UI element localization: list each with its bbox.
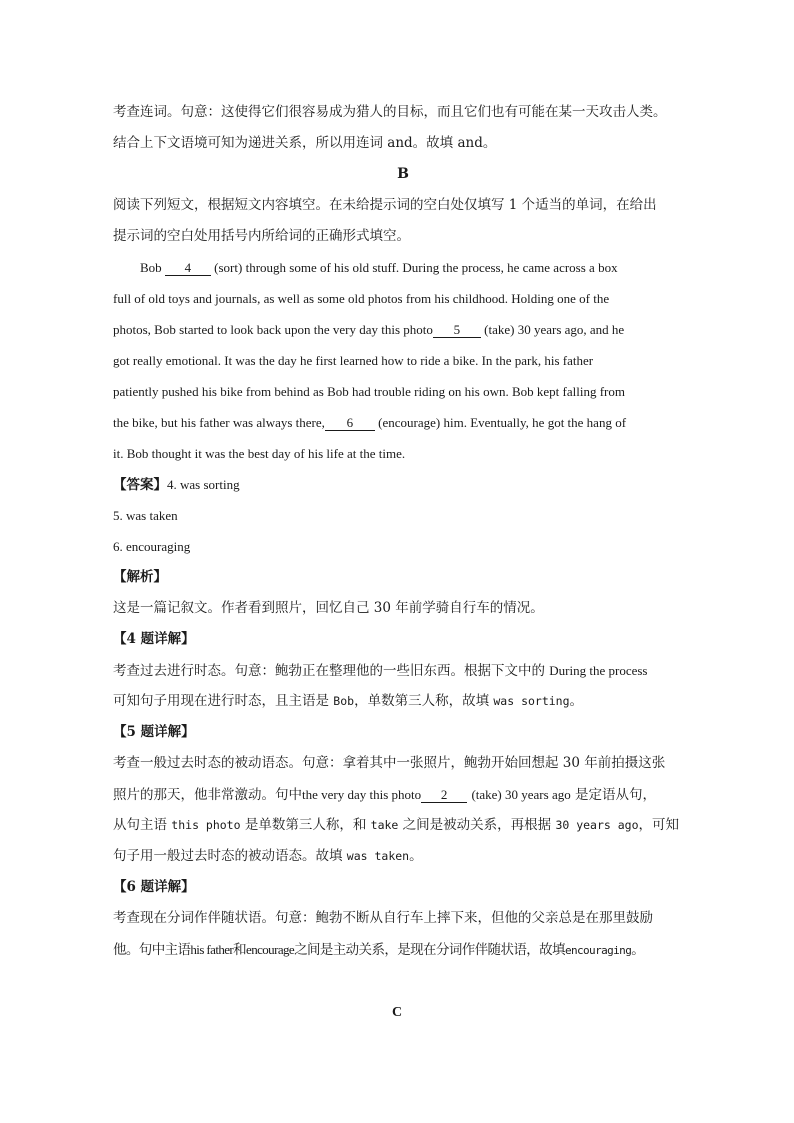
- passage-text: (take) 30 years ago, and he: [484, 322, 625, 337]
- analysis-text: 这是一篇记叙文。作者看到照片，回忆自己 30 年前学骑自行车的情况。: [113, 600, 544, 616]
- q4-text: 可知句子用现在进行时态，且主语是: [113, 693, 329, 709]
- q4-text: 。: [569, 693, 584, 709]
- passage-line-1: [113, 252, 693, 283]
- document-body: [113, 97, 693, 965]
- q5-text: 句子用一般过去时态的被动语态。故填: [113, 848, 343, 864]
- q5-code: 30 years ago: [555, 818, 639, 832]
- q5-code: take: [370, 818, 399, 832]
- answer-line: [113, 469, 693, 500]
- passage-text: Bob: [140, 260, 162, 275]
- blank-6: 6: [325, 415, 375, 431]
- q5-text: 之间是被动关系，再根据: [402, 817, 552, 833]
- q4-text: 考查过去进行时态。句意：鲍勃正在整理他的一些旧东西。根据下文中的: [113, 663, 545, 679]
- q5-line-3: [113, 810, 693, 841]
- q5-code: this photo: [171, 818, 241, 832]
- q5-line-2: [113, 779, 693, 810]
- q4-code: Bob: [333, 694, 355, 708]
- q5-text: ，可知: [638, 817, 680, 833]
- q6-text: 和: [233, 942, 247, 958]
- q5-text: 是定语从句，: [575, 787, 657, 803]
- analysis-label: 【解析】: [113, 569, 167, 585]
- q5-text: 。: [409, 848, 423, 864]
- passage-line-2: full of old toys and journals, as well as some old photos from his childhood. Holding one of the: [113, 291, 610, 306]
- q6-text: 之间是主动关系，是现在分词作伴随状语，故填: [294, 942, 565, 958]
- instruction-line-2: 提示词的空白处用括号内所给词的正确形式填空。: [113, 228, 410, 244]
- instruction-line-1: 阅读下列短文，根据短文内容填空。在未给提示词的空白处仅填写 1 个适当的单词，在给出: [113, 197, 657, 213]
- section-b-heading: B: [397, 166, 409, 182]
- q6-text: 。: [631, 942, 645, 958]
- q6-line-2: [113, 934, 693, 965]
- q5-english: the very day this photo: [302, 787, 422, 802]
- q4-english: During the process: [549, 663, 648, 678]
- q5-blank: 2: [421, 787, 467, 803]
- q6-english: his father: [190, 942, 234, 957]
- passage-line-6: [113, 407, 693, 438]
- q5-line-4: [113, 841, 693, 872]
- q5-line-1: 考查一般过去时态的被动语态。句意：拿着其中一张照片，鲍勃开始回想起 30 年前拍摄这张: [113, 755, 666, 771]
- passage-line-3: [113, 314, 693, 345]
- q6-text: 他。句中主语: [113, 942, 191, 958]
- answer-item: 5. was taken: [113, 508, 178, 523]
- q5-code: was taken: [346, 849, 410, 863]
- q4-text: ，单数第三人称，故填: [354, 693, 490, 709]
- answer-label: 【答案】: [113, 477, 167, 493]
- blank-5: 5: [433, 322, 481, 338]
- section-c-heading: C: [391, 1005, 403, 1020]
- passage-text: (encourage) him. Eventually, he got the hang of: [378, 415, 627, 430]
- passage-line-4: got really emotional. It was the day he first learned how to ride a bike. In the park, his father: [113, 353, 594, 368]
- passage-line-5: patiently pushed his bike from behind as Bob had trouble riding on his own. Bob kept falling from: [113, 384, 625, 399]
- q5-text: 从句主语: [113, 817, 167, 833]
- q5-text: 是单数第三人称，和: [244, 817, 367, 833]
- q4-line-2: [113, 686, 693, 717]
- q5-heading: 【5 题详解】: [113, 724, 195, 740]
- q6-code: encouraging: [564, 944, 632, 957]
- passage-text: (sort) through some of his old stuff. During the process, he came across a box: [214, 260, 618, 275]
- blank-4: 4: [165, 260, 211, 276]
- passage-text: the bike, but his father was always there,: [113, 415, 325, 430]
- passage-text: photos, Bob started to look back upon the very day this photo: [113, 322, 433, 337]
- q4-heading: 【4 题详解】: [113, 631, 195, 647]
- prev-explanation-line-2: 结合上下文语境可知为递进关系，所以用连词 and。故填 and。: [113, 135, 497, 151]
- q5-text: 照片的那天，他非常激动。句中: [113, 787, 302, 803]
- answer-item: 6. encouraging: [113, 539, 191, 554]
- q6-line-1: 考查现在分词作伴随状语。句意：鲍勃不断从自行车上摔下来，但他的父亲总是在那里鼓励: [113, 910, 653, 926]
- q6-english: encourage: [246, 942, 295, 957]
- prev-explanation-line-1: 考查连词。句意：这使得它们很容易成为猎人的目标，而且它们也有可能在某一天攻击人类。: [113, 104, 667, 120]
- q6-heading: 【6 题详解】: [113, 879, 195, 895]
- passage-line-7: it. Bob thought it was the best day of his life at the time.: [113, 446, 406, 461]
- q5-english: (take) 30 years ago: [471, 787, 571, 802]
- q4-line-1: [113, 655, 693, 686]
- answer-item: 4. was sorting: [167, 477, 240, 492]
- q4-code: was sorting: [493, 694, 570, 708]
